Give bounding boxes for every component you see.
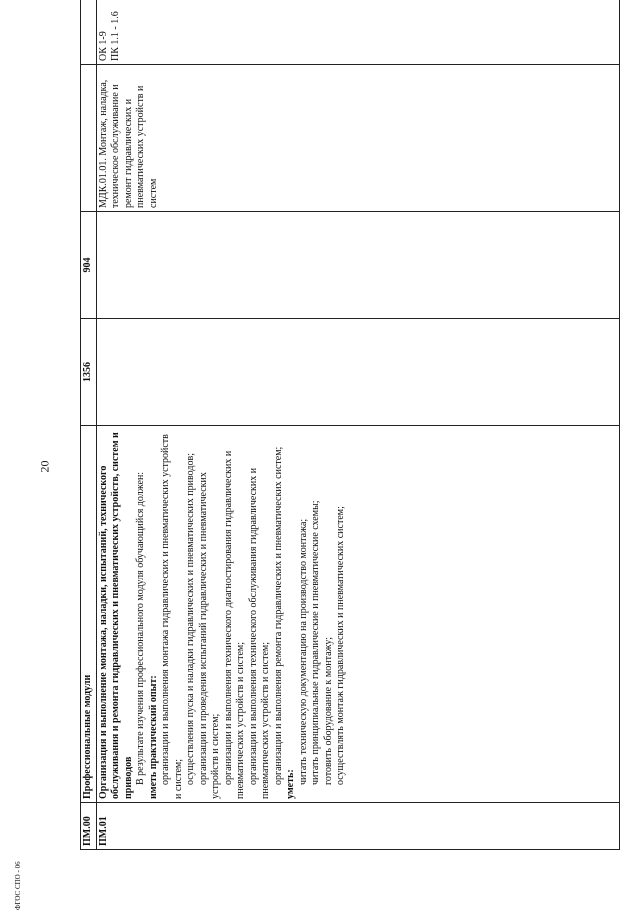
practice-item: организации и выполнения технического обслуживания гидравлических и пневматических устройств и систем; [247,467,271,799]
competencies-ok: ОК 1-9 [97,31,109,61]
cell-hours-required: 904 [81,212,97,319]
skills-item: читать принципиальные гидравлические и пневматические схемы; [310,500,321,785]
skills-item: готовить оборудование к монтажу; [322,636,334,785]
cell-mdk [81,65,97,212]
footer-code-text: ФГОС СПО - 06 [14,861,22,910]
footer-code [14,840,24,910]
skills-item: осуществлять монтаж гидравлических и пневматических систем; [335,506,346,785]
practice-label: иметь практический опыт: [147,675,159,799]
practice-item: организации и выполнения монтажа гидравлических и пневматических устройств и систем; [160,434,184,799]
table-container [80,11,630,850]
cell-module-code: ПМ.01 [96,803,619,850]
cell-module-hours-required [96,212,619,319]
competencies-pk: ПК 1.1 - 1.6 [110,11,121,61]
cell-hours-max: 1356 [81,319,97,426]
cell-module-content [96,426,619,803]
page-number: 20 [37,460,52,473]
cell-competencies [81,0,97,65]
cell-module-hours-max [96,319,619,426]
skills-label: уметь: [285,769,296,799]
module-title: Организация и выполнение монтажа, наладки, испытаний, технического обслуживания и ремонта гидравлических и пневматических устройств, систем и приводов [97,432,134,799]
cell-title: Профессиональные модули [81,426,97,803]
practice-item: организации и выполнения технического диагностирования гидравлических и пневматических устройств и систем; [222,450,246,799]
cell-module-mdk: МДК.01.01. Монтаж, наладка, техническое обслуживание и ремонт гидравлических и пневматических устройств и систем [96,65,619,212]
skills-item: читать техническую документацию на производство монтажа; [297,518,309,785]
cell-code: ПМ.00 [81,803,97,850]
practice-item: осуществления пуска и наладки гидравлических и пневматических приводов; [185,453,196,785]
rotated-table-wrapper [80,11,630,870]
curriculum-table [80,0,620,850]
practice-item: организации и проведения испытаний гидравлических и пневматических устройств и систем; [197,472,221,799]
cell-module-competencies [96,0,619,65]
practice-item: организации и выполнения ремонта гидравлических и пневматических систем; [272,446,284,785]
module-intro: В результате изучения профессионального модуля обучающийся должен: [135,471,146,785]
table-row-header [81,0,97,850]
table-row-module [96,0,619,850]
